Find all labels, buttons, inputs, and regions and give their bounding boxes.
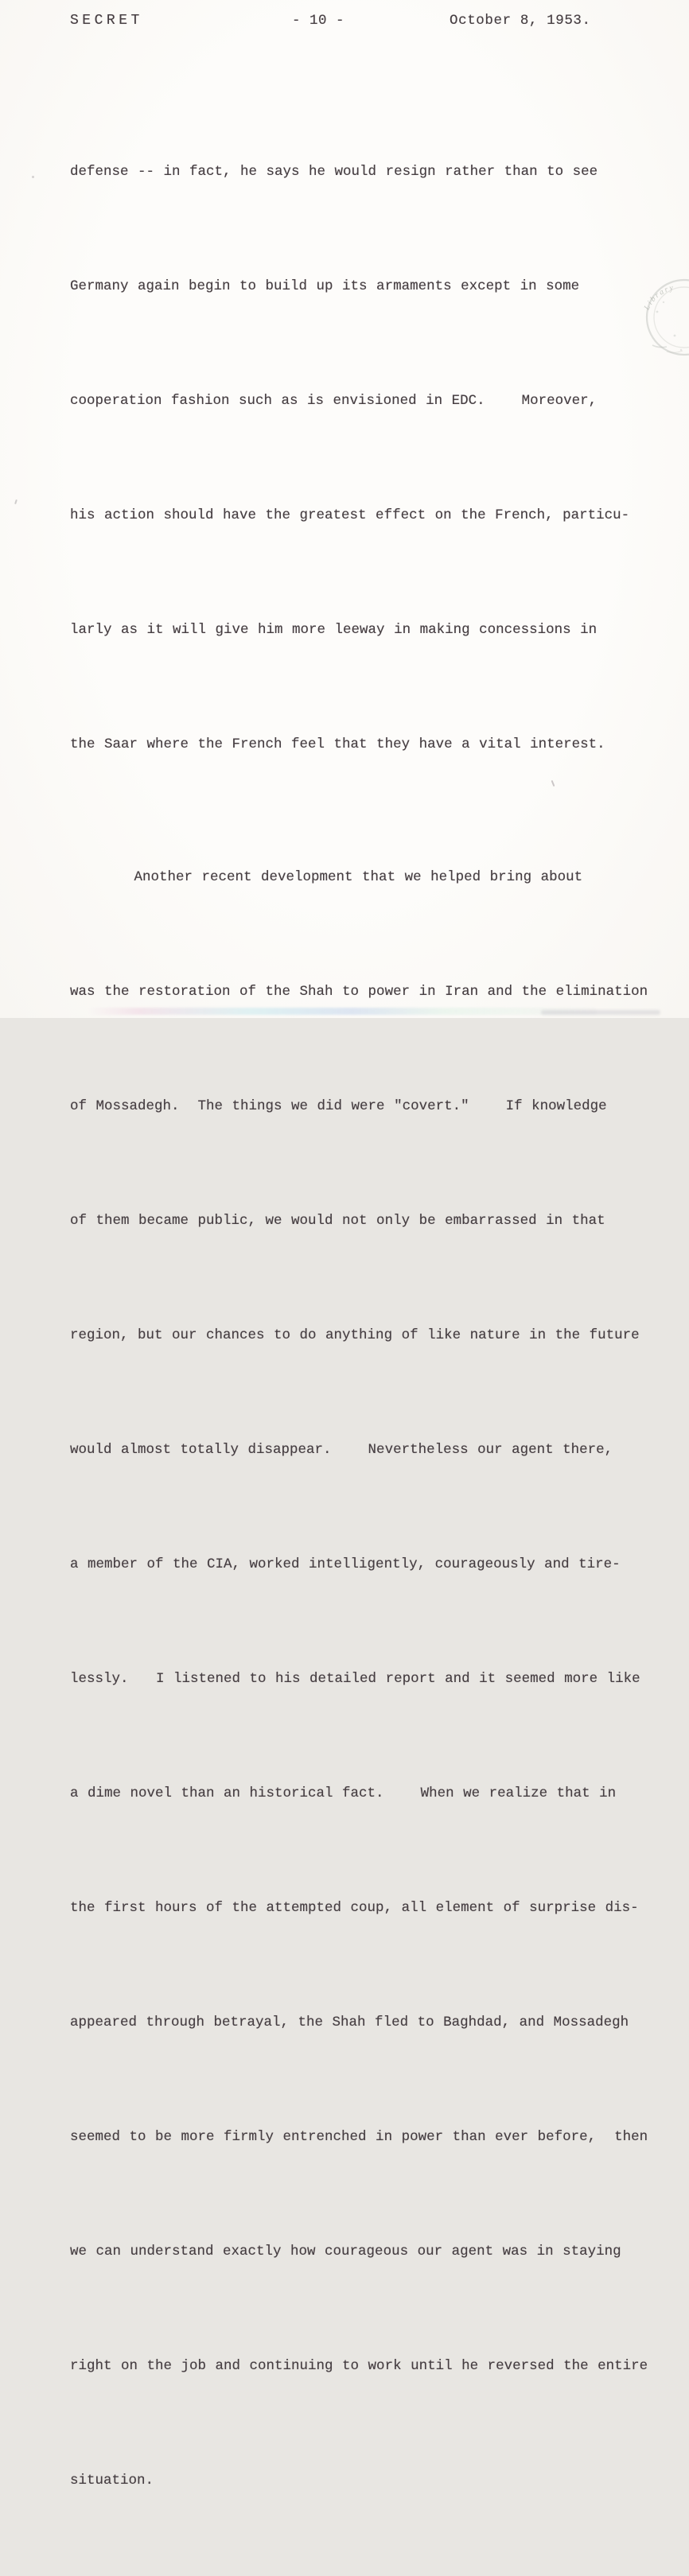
scan-speck [32,176,34,178]
document-body [70,76,659,2576]
document-line: his action should have the greatest effect on the French, particu- [70,507,630,523]
document-line: Another recent development that we helped bring about [70,869,583,885]
svg-text:Library: Library [642,283,676,312]
document-date: October 8, 1953. [450,13,591,29]
document-line: larly as it will give him more leeway in making concessions in [70,622,598,638]
document-line: would almost totally disappear. Nevertheless our agent there, [70,1442,613,1458]
document-line: a dime novel than an historical fact. When we realize that in [70,1785,617,1801]
document-line: lessly. I listened to his detailed report and it seemed more like [70,1671,640,1687]
document-line: seemed to be more firmly entrenched in power than ever before, then [70,2129,648,2145]
document-line: Germany again begin to build up its armaments except in some [70,278,580,294]
document-line: was the restoration of the Shah to power in Iran and the elimination [70,984,648,1000]
document-line: a member of the CIA, worked intelligently, courageously and tire- [70,1556,621,1572]
document-line: the Saar where the French feel that they have a vital interest. [70,736,605,752]
document-line: region, but our chances to do anything of like nature in the future [70,1327,640,1343]
library-stamp-icon [629,274,689,363]
scanner-edge-smudge [541,1010,660,1015]
document-line: situation. [70,2473,154,2489]
page-number: - 10 - [292,13,345,29]
document-line: we can understand exactly how courageous our agent was in staying [70,2244,621,2259]
document-line: of Mossadegh. The things we did were "covert." If knowledge [70,1098,607,1114]
document-line: the first hours of the attempted coup, all element of surprise dis- [70,1900,639,1916]
scanner-edge-smudge [88,1008,597,1015]
document-line: right on the job and continuing to work until he reversed the entire [70,2358,648,2374]
document-line: appeared through betrayal, the Shah fled to Baghdad, and Mossadegh [70,2015,629,2030]
document-line: defense -- in fact, he says he would resign rather than to see [70,164,598,180]
scan-speck [14,499,18,504]
document-line: of them became public, we would not only be embarrassed in that [70,1213,605,1229]
classification-marking: SECRET [70,13,143,29]
document-line: cooperation fashion such as is envisioned in EDC. Moreover, [70,393,598,409]
